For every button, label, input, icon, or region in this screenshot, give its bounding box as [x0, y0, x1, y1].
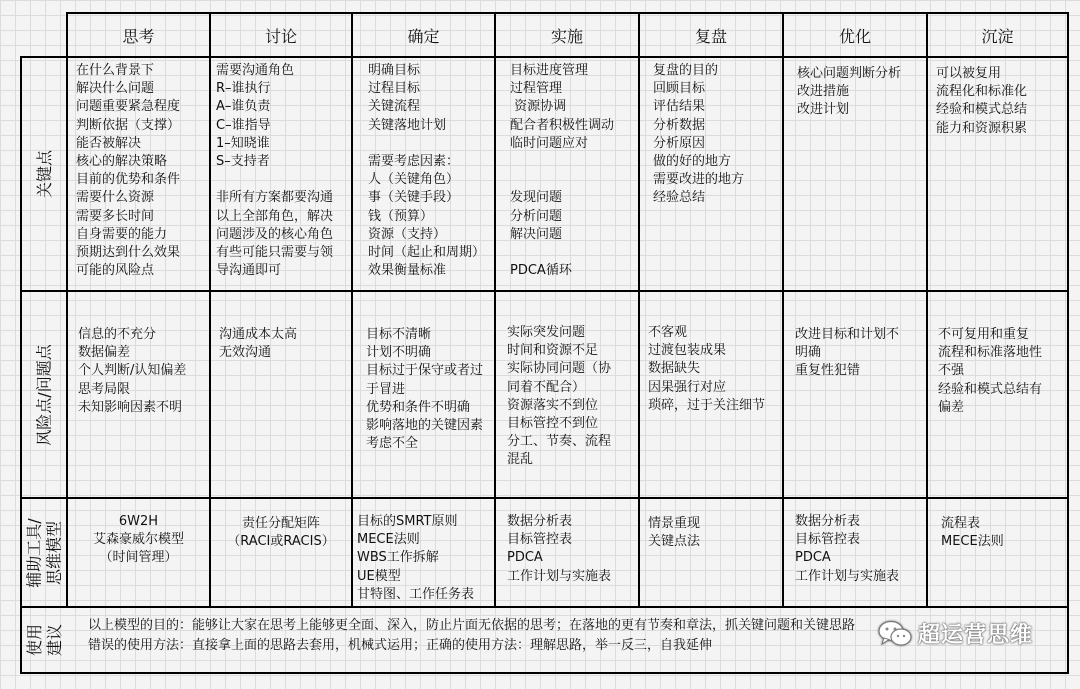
header-thinking: 思考 — [122, 26, 155, 46]
header-discussion: 讨论 — [264, 26, 297, 46]
key-points-implement: 目标进度管理 过程管理 资源协调 配合者积极性调动 临时问题应对 发现问题 分析问题 解决问题 PDCA循环 — [510, 63, 615, 279]
watermark — [878, 618, 1033, 649]
row-label-tools: 辅助工具/ 思维模型 — [25, 517, 64, 588]
row-divider-1 — [20, 290, 1069, 292]
col-divider-3 — [494, 12, 496, 606]
tools-review: 情景重现 关键点法 — [648, 516, 701, 550]
tools-discussion: 责任分配矩阵 （RACI或RACIS） — [227, 516, 335, 550]
wechat-icon — [878, 620, 912, 648]
header-divider — [20, 56, 1069, 58]
row-label-advice: 使用 建议 — [24, 623, 64, 657]
row-divider-2 — [20, 497, 1069, 499]
tools-optimize: 数据分析表 目标管控表 PDCA 工作计划与实施表 — [795, 514, 900, 584]
row-label-key-points: 关键点 — [35, 149, 55, 199]
key-points-confirm: 明确目标 过程目标 关键流程 关键落地计划 需要考虑因素： 人（关键角色） 事（关键手段） 钱（预算） 资源（支持） 时间（起止和周期） 效果衡量标准 — [368, 63, 486, 279]
risks-review: 不客观 过渡包装成果 数据缺失 因果强行对应 琐碎，过于关注细节 — [648, 325, 766, 413]
advice-purpose: 以上模型的目的：能够让大家在思考上能够更全面、深入，防止片面无依据的思考；在落地的更有节奏和章法，抓关键问题和关键思路 — [88, 618, 856, 633]
header-confirm: 确定 — [407, 26, 440, 46]
key-points-review: 复盘的目的 回顾目标 评估结果 分析数据 分析原因 做的好的地方 需要改进的地方 经验总结 — [653, 63, 745, 206]
risks-consolidate: 不可复用和重复 流程和标准落地性 不强 经验和模式总结有 偏差 — [938, 327, 1043, 415]
table-border-right — [1067, 12, 1069, 674]
risks-implement: 实际突发问题 时间和资源不足 实际协同问题（协 同着不配合） 资源落实不到位 目标管控不到位 分工、节奏、流程 混乱 — [507, 325, 612, 468]
key-points-thinking: 在什么背景下 解决什么问题 问题重要紧急程度 判断依据（支撑） 能否被解决 核心的解决策略 目前的优势和条件 需要什么资源 需要多长时间 自身需要的能力 预期达到什么效果 可能的风险点 — [76, 63, 181, 279]
risks-confirm: 目标不清晰 计划不明确 目标过于保守或者过 于冒进 优势和条件不明确 影响落地的关键因素 考虑不全 — [366, 327, 484, 452]
tools-confirm: 目标的SMRT原则 MECE法则 WBS工作拆解 UE模型 甘特图、工作任务表 — [357, 514, 475, 602]
table-border-bottom — [20, 672, 1069, 674]
col-divider-5 — [782, 12, 784, 606]
key-points-consolidate: 可以被复用 流程化和标准化 经验和模式总结 能力和资源积累 — [936, 66, 1028, 136]
risks-optimize: 改进目标和计划不 明确 重复性犯错 — [795, 327, 900, 379]
key-points-optimize: 核心问题判断分析 改进措施 改进计划 — [797, 66, 902, 118]
risks-thinking: 信息的不充分 数据偏差 个人判断/认知偏差 思考局限 未知影响因素不明 — [78, 327, 187, 415]
tools-consolidate: 流程表 MECE法则 — [941, 516, 1004, 550]
header-optimize: 优化 — [838, 26, 871, 46]
tools-implement: 数据分析表 目标管控表 PDCA 工作计划与实施表 — [507, 514, 612, 584]
risks-discussion: 沟通成本太高 无效沟通 — [219, 327, 298, 361]
key-points-discussion: 需要沟通角色 R–谁执行 A–谁负责 C–谁指导 1–知晓谁 S–支持者 非所有方案都要沟通 以上全部角色，解决 问题涉及的核心角色 有些可能只需要与领 导沟通即可 — [216, 63, 334, 279]
col-divider-2 — [351, 12, 353, 606]
advice-usage: 错误的使用方法：直接拿上面的思路去套用，机械式运用；正确的使用方法：理解思路，举一反三，自我延伸 — [88, 638, 713, 653]
col-divider-6 — [926, 12, 928, 606]
tools-thinking: 6W2H 艾森豪威尔模型 （时间管理） — [92, 514, 184, 566]
header-review: 复盘 — [694, 26, 727, 46]
header-implement: 实施 — [550, 26, 583, 46]
row-label-risks: 风险点/问题点 — [35, 343, 54, 446]
row-divider-3 — [20, 606, 1069, 608]
col-divider-4 — [638, 12, 640, 606]
header-consolidate: 沉淀 — [981, 26, 1014, 46]
watermark-text: 超运营思维 — [918, 623, 1034, 648]
